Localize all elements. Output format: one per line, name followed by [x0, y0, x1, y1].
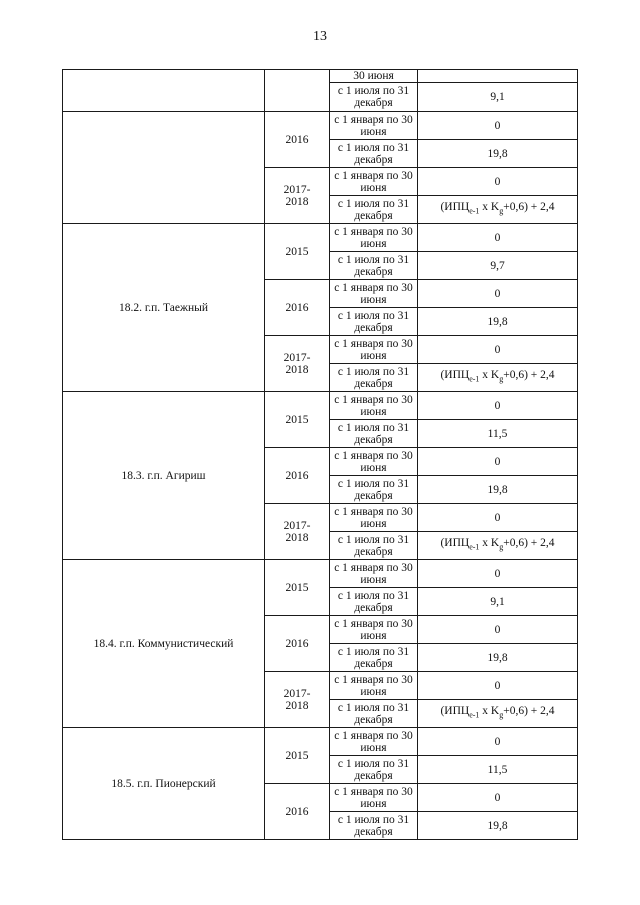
- formula-suffix: +0,6) + 2,4: [503, 369, 555, 382]
- year-cell: [265, 70, 330, 112]
- period-cell: с 1 января по 30 июня: [330, 728, 418, 756]
- value-cell: 19,8: [418, 644, 578, 672]
- value-cell: 19,8: [418, 812, 578, 840]
- page-number: 13: [313, 29, 327, 44]
- formula-mid: x K: [479, 201, 500, 214]
- period-cell: с 1 января по 30 июня: [330, 616, 418, 644]
- year-cell: [265, 336, 330, 392]
- place-cell: 18.3. г.п. Агириш: [63, 392, 265, 560]
- period-cell: с 1 июля по 31 декабря: [330, 196, 418, 224]
- period-cell: с 1 января по 30 июня: [330, 392, 418, 420]
- value-cell: 9,7: [418, 252, 578, 280]
- place-cell: 18.5. г.п. Пионерский: [63, 728, 265, 840]
- table-row: [63, 224, 578, 252]
- value-cell: 0: [418, 672, 578, 700]
- period-cell: с 1 января по 30 июня: [330, 784, 418, 812]
- year-cell: 2015: [265, 392, 330, 448]
- formula-suffix: +0,6) + 2,4: [503, 705, 555, 718]
- formula-mid: x K: [479, 537, 500, 550]
- year-cell: 2016: [265, 448, 330, 504]
- period-cell: с 1 июля по 31 декабря: [330, 364, 418, 392]
- value-cell: 9,1: [418, 588, 578, 616]
- value-cell: [418, 196, 578, 224]
- year-cell: 2016: [265, 112, 330, 168]
- period-cell: с 1 июля по 31 декабря: [330, 83, 418, 112]
- formula-sub-1: е-1: [469, 206, 480, 216]
- formula-mid: x K: [479, 369, 500, 382]
- year-cell: [265, 672, 330, 728]
- tariff-table: [62, 69, 578, 840]
- period-cell: с 1 июля по 31 декабря: [330, 644, 418, 672]
- year-end: 2018: [285, 363, 309, 376]
- period-cell: 30 июня: [330, 70, 418, 83]
- value-cell: 11,5: [418, 420, 578, 448]
- value-cell: [418, 364, 578, 392]
- year-end: 2018: [285, 699, 309, 712]
- period-cell: с 1 июля по 31 декабря: [330, 756, 418, 784]
- year-end: 2018: [285, 195, 309, 208]
- value-cell: 0: [418, 168, 578, 196]
- period-cell: с 1 января по 30 июня: [330, 280, 418, 308]
- value-cell: 0: [418, 504, 578, 532]
- period-cell: с 1 июля по 31 декабря: [330, 588, 418, 616]
- formula-prefix: (ИПЦ: [440, 369, 470, 382]
- period-cell: с 1 января по 30 июня: [330, 168, 418, 196]
- period-cell: с 1 января по 30 июня: [330, 336, 418, 364]
- year-cell: 2016: [265, 784, 330, 840]
- formula-sub-1: е-1: [469, 542, 480, 552]
- value-cell: 0: [418, 728, 578, 756]
- value-cell: [418, 700, 578, 728]
- formula-sub-2: g: [499, 206, 504, 216]
- year-cell: 2015: [265, 560, 330, 616]
- value-cell: 0: [418, 784, 578, 812]
- value-cell: 0: [418, 280, 578, 308]
- period-cell: с 1 июля по 31 декабря: [330, 420, 418, 448]
- formula-suffix: +0,6) + 2,4: [503, 201, 555, 214]
- period-cell: с 1 июля по 31 декабря: [330, 700, 418, 728]
- formula-mid: x K: [479, 705, 500, 718]
- formula-prefix: (ИПЦ: [440, 705, 470, 718]
- value-cell: 0: [418, 224, 578, 252]
- period-cell: с 1 января по 30 июня: [330, 560, 418, 588]
- period-cell: с 1 июля по 31 декабря: [330, 812, 418, 840]
- value-cell: 0: [418, 448, 578, 476]
- formula-sub-1: е-1: [469, 374, 480, 384]
- period-cell: с 1 января по 30 июня: [330, 112, 418, 140]
- period-cell: с 1 июля по 31 декабря: [330, 140, 418, 168]
- value-cell: 0: [418, 392, 578, 420]
- value-cell: 19,8: [418, 476, 578, 504]
- place-cell: 18.4. г.п. Коммунистический: [63, 560, 265, 728]
- year-cell: 2015: [265, 224, 330, 280]
- year-start: 2017-: [283, 519, 311, 532]
- table-row: [63, 392, 578, 420]
- formula-prefix: (ИПЦ: [440, 201, 470, 214]
- value-cell: 0: [418, 616, 578, 644]
- year-start: 2017-: [283, 351, 311, 364]
- place-cell: [63, 112, 265, 224]
- formula-sub-2: g: [499, 710, 504, 720]
- period-cell: с 1 июля по 31 декабря: [330, 252, 418, 280]
- value-cell: 0: [418, 112, 578, 140]
- period-cell: с 1 июля по 31 декабря: [330, 476, 418, 504]
- place-cell: [63, 70, 265, 112]
- formula-sub-2: g: [499, 374, 504, 384]
- year-start: 2017-: [283, 687, 311, 700]
- table-row: [63, 560, 578, 588]
- value-cell: 11,5: [418, 756, 578, 784]
- value-cell: [418, 532, 578, 560]
- tariff-table-body: [63, 70, 578, 840]
- place-cell: 18.2. г.п. Таежный: [63, 224, 265, 392]
- period-cell: с 1 января по 30 июня: [330, 504, 418, 532]
- value-cell: 0: [418, 560, 578, 588]
- value-cell: 9,1: [418, 83, 578, 112]
- period-cell: с 1 июля по 31 декабря: [330, 308, 418, 336]
- value-cell: [418, 70, 578, 83]
- year-cell: 2015: [265, 728, 330, 784]
- year-cell: 2016: [265, 616, 330, 672]
- year-cell: [265, 504, 330, 560]
- table-row: [63, 728, 578, 756]
- year-cell: [265, 168, 330, 224]
- formula-sub-2: g: [499, 542, 504, 552]
- value-cell: 19,8: [418, 140, 578, 168]
- period-cell: с 1 января по 30 июня: [330, 224, 418, 252]
- year-cell: 2016: [265, 280, 330, 336]
- table-row: [63, 70, 578, 83]
- period-cell: с 1 июля по 31 декабря: [330, 532, 418, 560]
- year-start: 2017-: [283, 183, 311, 196]
- period-cell: с 1 января по 30 июня: [330, 448, 418, 476]
- value-cell: 0: [418, 336, 578, 364]
- value-cell: 19,8: [418, 308, 578, 336]
- table-row: [63, 112, 578, 140]
- period-cell: с 1 января по 30 июня: [330, 672, 418, 700]
- formula-prefix: (ИПЦ: [440, 537, 470, 550]
- year-end: 2018: [285, 531, 309, 544]
- formula-suffix: +0,6) + 2,4: [503, 537, 555, 550]
- formula-sub-1: е-1: [469, 710, 480, 720]
